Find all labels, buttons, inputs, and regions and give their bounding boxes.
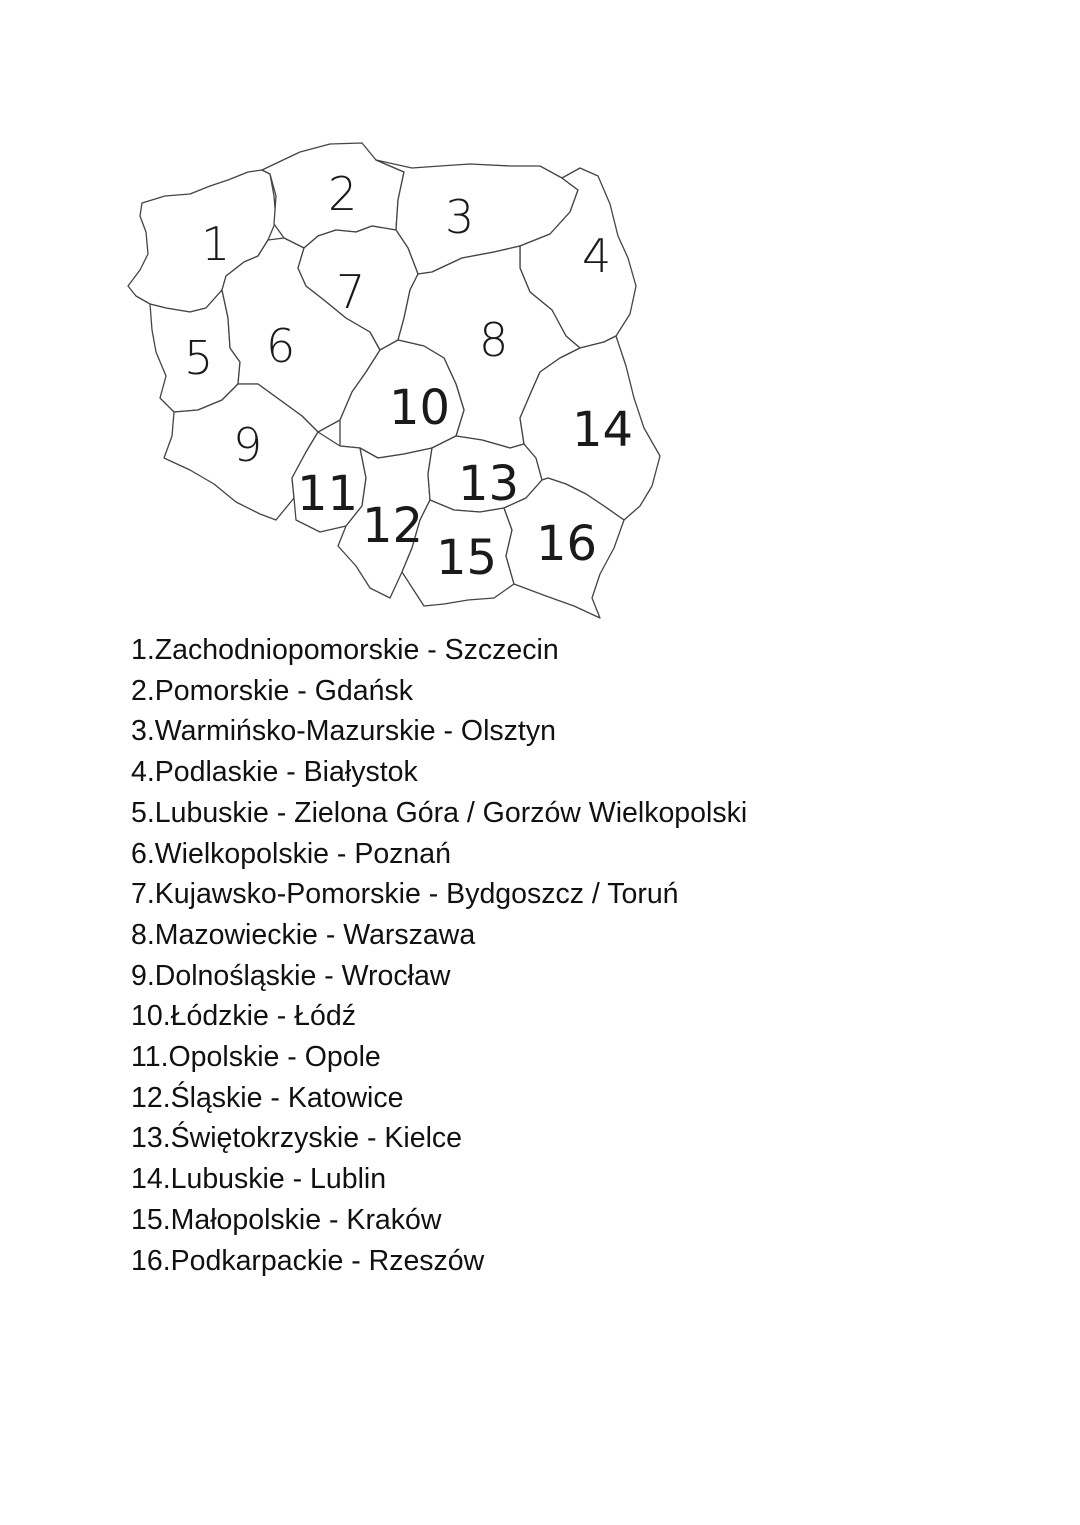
list-item: 14.Lubuskie - Lublin	[131, 1163, 387, 1196]
region-number-15: 15	[436, 530, 498, 586]
region-number-9: 9	[233, 418, 263, 472]
list-item: 15.Małopolskie - Kraków	[131, 1203, 442, 1236]
poland-voivodeships-map	[0, 0, 1080, 640]
region-number-10: 10	[389, 380, 451, 436]
list-item: 9.Dolnośląskie - Wrocław	[131, 959, 451, 992]
list-item: 2.Pomorskie - Gdańsk	[131, 674, 413, 707]
region-number-5: 5	[184, 331, 214, 385]
list-item: 8.Mazowieckie - Warszawa	[131, 918, 476, 951]
region-number-8: 8	[479, 313, 509, 367]
region-number-6: 6	[266, 319, 296, 373]
list-item: 4.Podlaskie - Białystok	[131, 756, 418, 789]
region-number-7: 7	[336, 265, 366, 319]
region-number-2: 2	[328, 167, 358, 221]
region-number-13: 13	[458, 456, 520, 512]
region-number-12: 12	[362, 498, 424, 554]
list-item: 1.Zachodniopomorskie - Szczecin	[131, 634, 559, 666]
list-item: 10.Łódzkie - Łódź	[131, 1000, 356, 1033]
region-number-14: 14	[572, 402, 634, 458]
region-number-16: 16	[536, 516, 598, 572]
region-number-1: 1	[201, 217, 231, 271]
list-item: 5.Lubuskie - Zielona Góra / Gorzów Wielkopolski	[131, 796, 748, 829]
list-item: 6.Wielkopolskie - Poznań	[131, 837, 451, 870]
region-number-3: 3	[445, 190, 475, 244]
list-item: 3.Warmińsko-Mazurskie - Olsztyn	[131, 715, 556, 748]
list-item: 16.Podkarpackie - Rzeszów	[131, 1244, 485, 1277]
list-item: 7.Kujawsko-Pomorskie - Bydgoszcz / Toruń	[131, 878, 679, 911]
region-number-11: 11	[297, 466, 359, 522]
region-number-4: 4	[582, 229, 612, 283]
voivodeship-capitals-list	[131, 630, 747, 1281]
list-item: 11.Opolskie - Opole	[131, 1041, 381, 1074]
list-item: 12.Śląskie - Katowice	[131, 1081, 404, 1114]
list-item: 13.Świętokrzyskie - Kielce	[131, 1122, 463, 1155]
